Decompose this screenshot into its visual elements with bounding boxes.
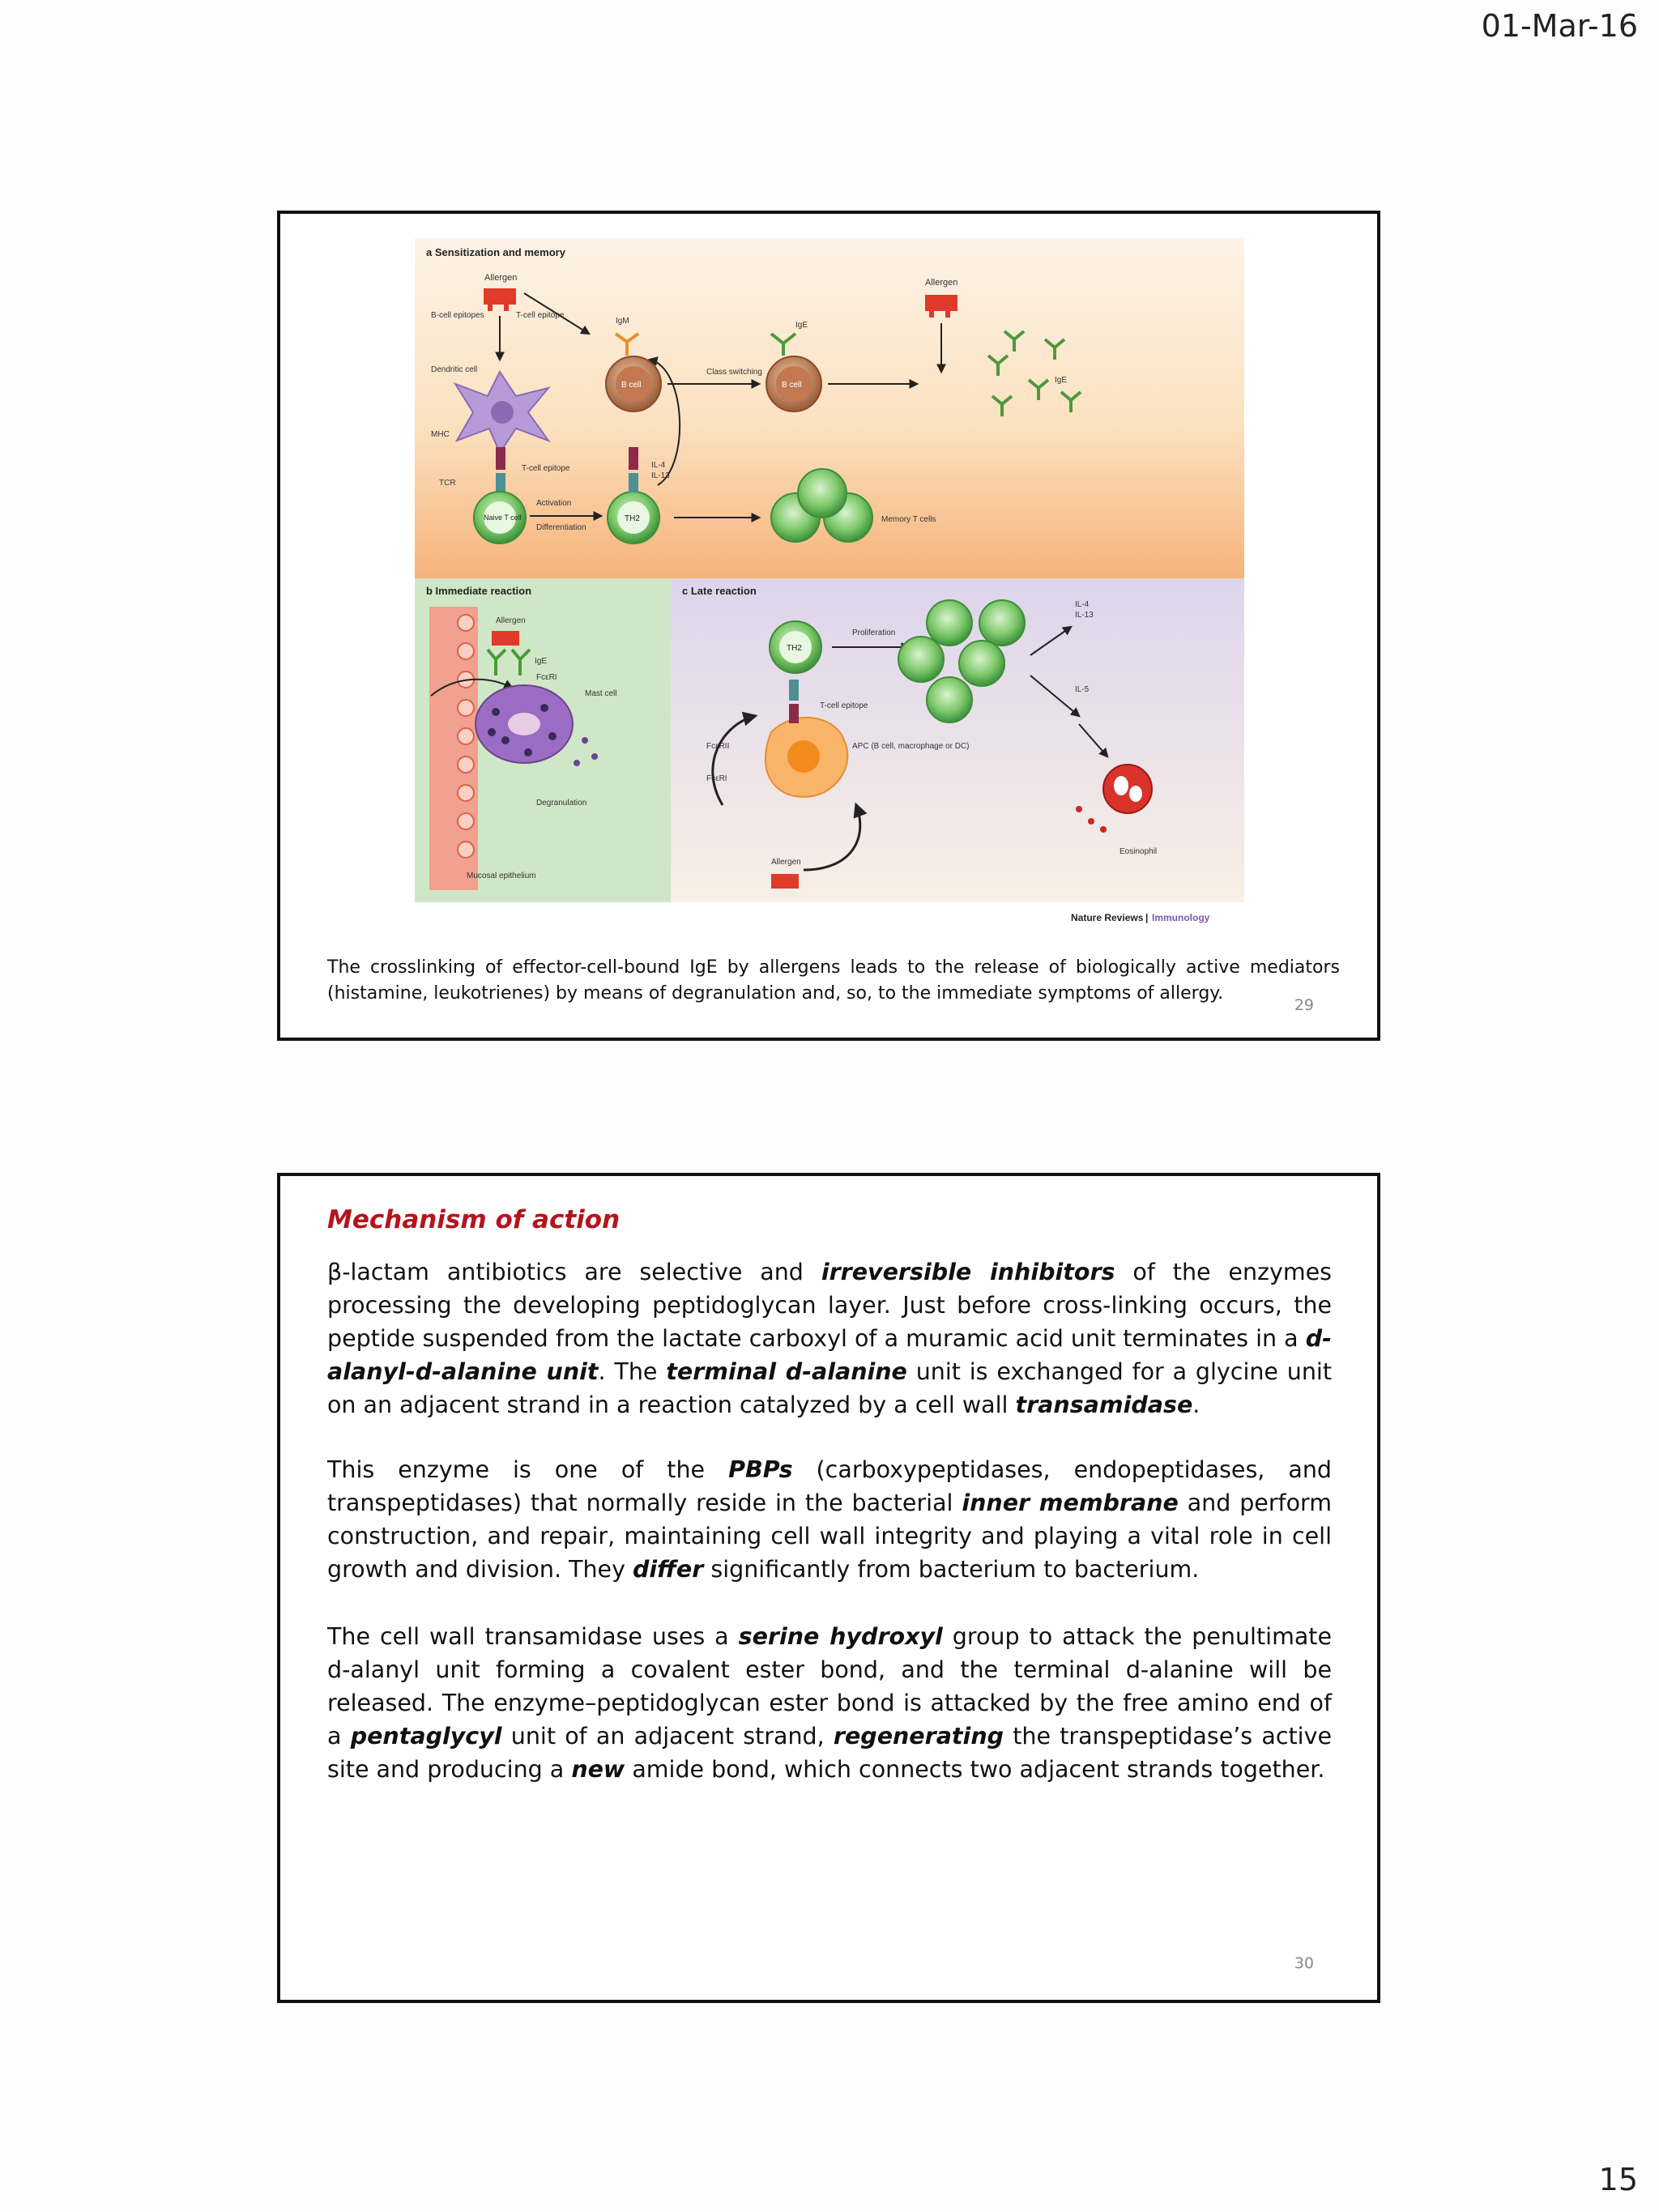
panel-c-title: c Late reaction xyxy=(682,585,757,597)
allergen-label: Allergen xyxy=(484,273,518,283)
ige-label: IgE xyxy=(795,321,808,330)
apc-icon xyxy=(766,718,848,797)
allergen-icon-4 xyxy=(771,874,799,889)
slide-heading: Mechanism of action xyxy=(327,1205,621,1234)
il13-label-c: IL-13 xyxy=(1075,611,1094,620)
differentiation-label: Differentiation xyxy=(536,523,586,532)
igm-label: IgM xyxy=(616,317,629,326)
t-cell-epitope-label: T-cell epitope xyxy=(516,311,565,320)
fcri-label: FcεRI xyxy=(536,673,557,682)
page-number: 15 xyxy=(1598,2162,1638,2197)
allergy-mechanism-figure xyxy=(415,238,1244,951)
il13-label: IL-13 xyxy=(651,471,670,480)
b-cell-label: B cell xyxy=(621,381,642,390)
allergen-label-2: Allergen xyxy=(925,278,958,288)
paragraph-2: This enzyme is one of the PBPs (carboxypeptidases, endopeptidases, and transpeptidases) that normally reside in the bacterial inner membrane and perform construction, and repair, maintaining cell wall integrity and playing a vital role in cell growth and division. They differ significantly from bacterium to bacterium. xyxy=(327,1456,1332,1583)
fcri-label-c: FcεRI xyxy=(706,774,727,783)
slide-29 xyxy=(277,211,1380,1041)
fcrii-label: FcεRII xyxy=(706,742,730,751)
mhc-label: MHC xyxy=(431,430,450,439)
paragraph-1: β-lactam antibiotics are selective and irreversible inhibitors of the enzymes processing the developing peptidoglycan layer. Just before cross-linking occurs, the peptide suspended from the lactate carboxyl of a muramic acid unit terminates in a d-alanyl-d-alanine unit. The terminal d-alanine unit is exchanged for a glycine unit on an adjacent strand in a reaction catalyzed by a cell wall transamidase. xyxy=(327,1259,1333,1418)
tcr-label: TCR xyxy=(439,479,456,488)
allergen-label-3: Allergen xyxy=(496,616,526,625)
slide-number: 29 xyxy=(1294,996,1314,1014)
eosinophil-label: Eosinophil xyxy=(1120,847,1158,856)
credit-journal: Nature Reviews xyxy=(1071,912,1144,923)
mast-cell-icon xyxy=(476,685,573,763)
figure-caption: The crosslinking of effector-cell-bound IgE by allergens leads to the release of biologically active mediators (histamine, leukotrienes) by means of degranulation and, so, to the immediate symptoms of allergy. xyxy=(327,957,1340,1004)
b-cell-epitopes-label: B-cell epitopes xyxy=(431,311,484,320)
ige-label-2: IgE xyxy=(1055,376,1068,385)
slide-30 xyxy=(277,1173,1380,2003)
mucosal-epithelium-label: Mucosal epithelium xyxy=(467,872,536,880)
il4-label-c: IL-4 xyxy=(1075,600,1090,609)
allergen-label-4: Allergen xyxy=(771,858,801,867)
mast-cell-label: Mast cell xyxy=(585,689,617,698)
credit-divider: | xyxy=(1145,912,1149,923)
credit-section: Immunology xyxy=(1152,912,1210,923)
mucosal-epithelium-icon xyxy=(429,607,478,890)
th2-label-c: TH2 xyxy=(787,644,802,653)
t-cell-epitope-label-2: T-cell epitope xyxy=(522,464,570,473)
proliferation-label: Proliferation xyxy=(852,629,896,637)
dendritic-cell-label: Dendritic cell xyxy=(431,365,478,374)
apc-label: APC (B cell, macrophage or DC) xyxy=(852,742,970,751)
header-date: 01-Mar-16 xyxy=(1481,8,1638,44)
memory-t-cells-label: Memory T cells xyxy=(881,515,936,524)
paragraph-3: The cell wall transamidase uses a serine hydroxyl group to attack the penultimate d-alanyl unit forming a covalent ester bond, and the terminal d-alanine will be released. The enzyme–peptidoglycan ester bond is attacked by the free amino end of a pentaglycyl unit of an adjacent strand, regenerating the transpeptidase’s active site and producing a new amide bond, which connects two adjacent strands together. xyxy=(327,1623,1333,1783)
b-cell-label-2: B cell xyxy=(782,381,802,390)
panel-a-title: a Sensitization and memory xyxy=(426,246,565,258)
activation-label: Activation xyxy=(536,499,572,508)
degranulation-label: Degranulation xyxy=(536,799,587,808)
panel-b-title: b Immediate reaction xyxy=(426,585,532,597)
t-cell-epitope-label-c: T-cell epitope xyxy=(820,701,868,710)
il4-label: IL-4 xyxy=(651,461,666,470)
ige-label-3: IgE xyxy=(535,657,548,666)
th2-label: TH2 xyxy=(625,514,640,523)
naive-t-cell-label: Naive T cell xyxy=(484,514,522,522)
allergen-icon-3 xyxy=(492,631,519,646)
il5-label: IL-5 xyxy=(1075,685,1090,694)
class-switching-label: Class switching xyxy=(706,368,762,377)
slide-number-2: 30 xyxy=(1294,1954,1314,1972)
